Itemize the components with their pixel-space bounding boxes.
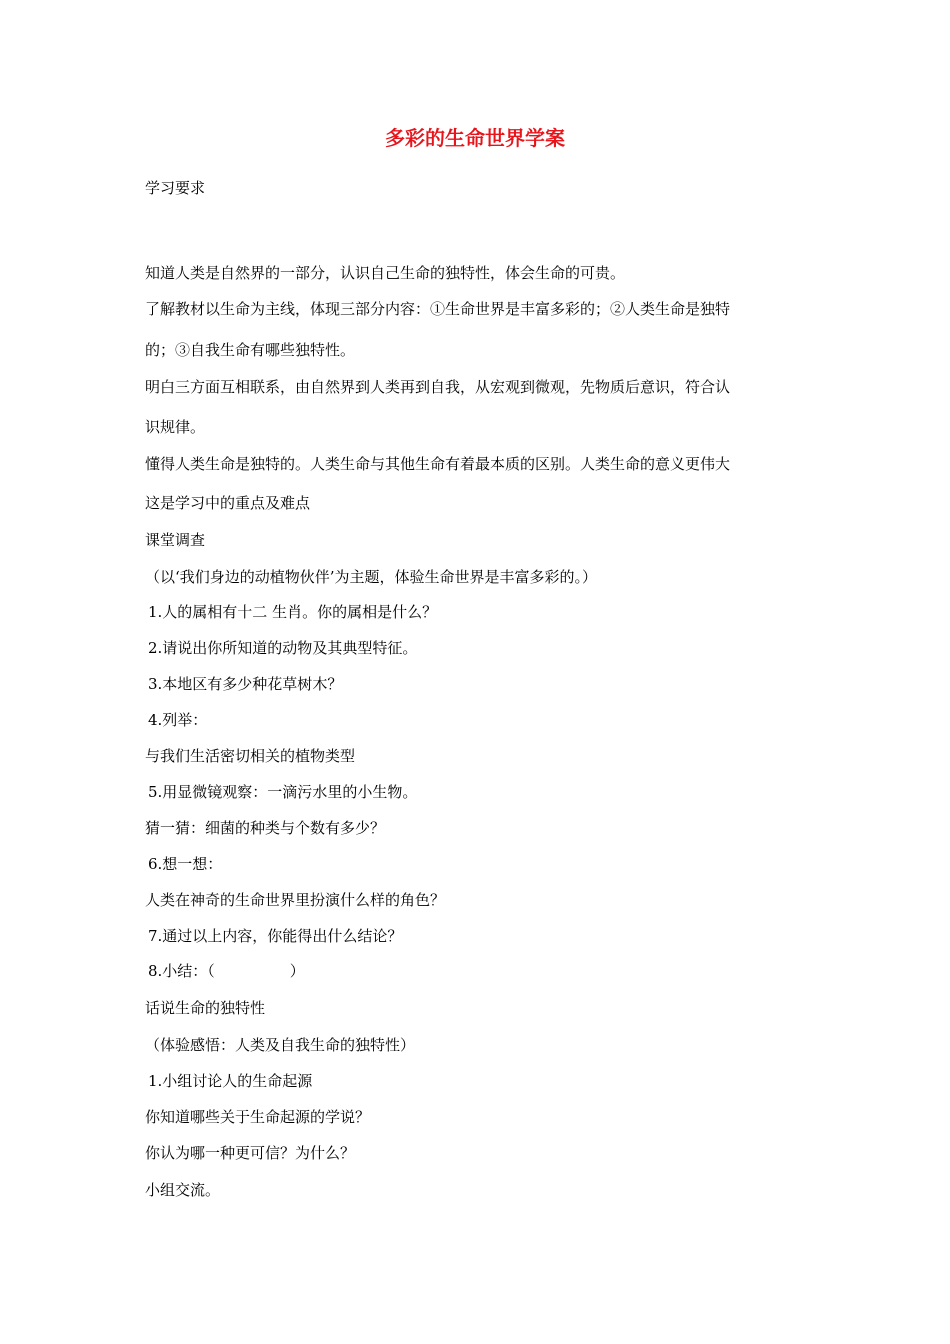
- uniqueness-intro: （体验感悟：人类及自我生命的独特性）: [145, 1036, 416, 1054]
- section-heading-survey: 课堂调查: [145, 531, 206, 549]
- survey-item: 2.请说出你所知道的动物及其典型特征。: [148, 639, 418, 657]
- uniqueness-item: 1.小组讨论人的生命起源: [148, 1072, 313, 1090]
- survey-item: 与我们生活密切相关的植物类型: [145, 747, 356, 765]
- survey-item: 6.想一想：: [148, 855, 223, 873]
- section-heading-requirements: 学习要求: [145, 179, 206, 197]
- requirement-line: 了解教材以生命为主线，体现三部分内容：①生命世界是丰富多彩的；②人类生命是独特: [145, 300, 731, 318]
- section-heading-uniqueness: 话说生命的独特性: [145, 999, 266, 1017]
- requirement-line: 这是学习中的重点及难点: [145, 494, 311, 512]
- uniqueness-item: 小组交流。: [145, 1181, 221, 1199]
- survey-item: 3.本地区有多少种花草树木？: [148, 675, 343, 693]
- requirement-line: 知道人类是自然界的一部分，认识自己生命的独特性，体会生命的可贵。: [145, 264, 626, 282]
- survey-intro: （以‘我们身边的动植物伙伴’为主题，体验生命世界是丰富多彩的。）: [145, 568, 598, 586]
- survey-item: 7.通过以上内容，你能得出什么结论？: [148, 927, 403, 945]
- requirement-line: 识规律。: [145, 418, 206, 436]
- survey-item: 1.人的属相有十二 生肖。你的属相是什么？: [148, 603, 438, 621]
- uniqueness-item: 你知道哪些关于生命起源的学说？: [145, 1108, 371, 1126]
- requirement-line: 懂得人类生命是独特的。人类生命与其他生命有着最本质的区别。人类生命的意义更伟大: [145, 455, 731, 473]
- document-title: 多彩的生命世界学案: [385, 126, 565, 150]
- survey-item: 猜一猜：细菌的种类与个数有多少？: [145, 819, 386, 837]
- requirement-line: 明白三方面互相联系，由自然界到人类再到自我，从宏观到微观，先物质后意识，符合认: [145, 378, 731, 396]
- survey-item: 5.用显微镜观察：一滴污水里的小生物。: [148, 783, 418, 801]
- survey-item: 人类在神奇的生命世界里扮演什么样的角色？: [145, 891, 446, 909]
- survey-item: 4.列举：: [148, 711, 208, 729]
- survey-item: 8.小结：（ ）: [148, 962, 305, 980]
- uniqueness-item: 你认为哪一种更可信？为什么？: [145, 1144, 356, 1162]
- requirement-line: 的；③自我生命有哪些独特性。: [145, 341, 356, 359]
